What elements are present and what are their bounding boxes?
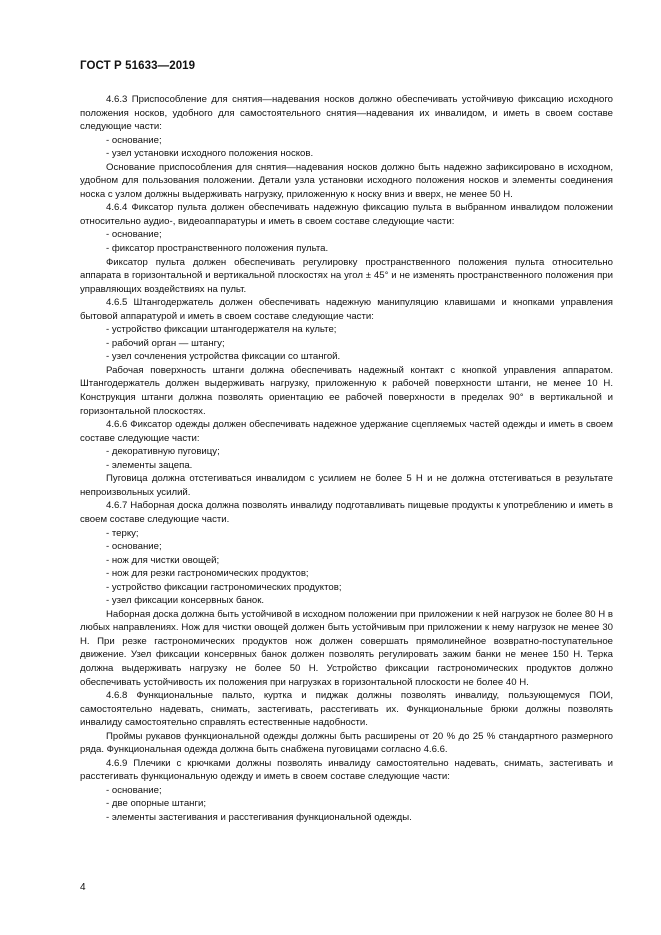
paragraph: 4.6.7 Наборная доска должна позволять инвалиду подготавливать пищевые продукты к употреблению и иметь в своем составе следующие части.	[80, 500, 613, 525]
paragraph: Пуговица должна отстегиваться инвалидом с усилием не более 5 Н и не должна отстегиваться в результате непроизвольных усилий.	[80, 473, 613, 498]
paragraph: 4.6.3 Приспособление для снятия—надевания носков должно обеспечивать устойчивую фиксацию исходного положения носков, удобного для самостоятельного снятия—надевания их инвалидом, и иметь в своем составе следующие части:	[80, 94, 613, 133]
list-item: - нож для резки гастрономических продуктов;	[80, 567, 613, 581]
list-item: - узел сочленения устройства фиксации со штангой.	[80, 350, 613, 364]
list-item: - основание;	[80, 134, 613, 148]
paragraph: Рабочая поверхность штанги должна обеспечивать надежный контакт с кнопкой управления аппаратом. Штангодержатель должен выдерживать нагрузку, приложенную к рабочей поверхности штанги, не менее 10 Н. Конструкция штанги должна позволять ориентацию ее рабочей поверхности в пределах 90° в вертикальной и горизонтальной плоскостях.	[80, 364, 613, 417]
paragraph: 4.6.6 Фиксатор одежды должен обеспечивать надежное удержание сцепляемых частей одежды и иметь в своем составе следующие части:	[80, 419, 613, 444]
paragraph: 4.6.8 Функциональные пальто, куртка и пиджак должны позволять инвалиду, пользующемуся ПОИ, самостоятельно надевать, снимать, застегивать, расстегивать их. Функциональные брюки должны позволять инвалиду самостоятельно справлять естественные надобности.	[80, 690, 613, 729]
list-item: - основание;	[80, 784, 613, 798]
page-number: 4	[80, 882, 86, 893]
list-item: - две опорные штанги;	[80, 797, 613, 811]
list-item: - устройство фиксации гастрономических продуктов;	[80, 581, 613, 595]
paragraph: 4.6.5 Штангодержатель должен обеспечивать надежную манипуляцию клавишами и кнопками управления бытовой аппаратурой и иметь в своем составе следующие части:	[80, 297, 613, 322]
list-item: - узел установки исходного положения носков.	[80, 147, 613, 161]
list-item: - декоративную пуговицу;	[80, 445, 613, 459]
paragraph: 4.6.9 Плечики с крючками должны позволять инвалиду самостоятельно надевать, снимать, застегивать и расстегивать функциональную одежду и иметь в своем составе следующие части:	[80, 757, 613, 783]
list-item: - рабочий орган — штангу;	[80, 337, 613, 351]
paragraph: Проймы рукавов функциональной одежды должны быть расширены от 20 % до 25 % стандартного размерного ряда. Функциональная одежда должна быть снабжена пуговицами согласно 4.6.6.	[80, 730, 613, 756]
list-item: - элементы застегивания и расстегивания функциональной одежды.	[80, 811, 613, 825]
list-item: - устройство фиксации штангодержателя на культе;	[80, 323, 613, 337]
document-body	[80, 93, 613, 825]
list-item: - фиксатор пространственного положения пульта.	[80, 242, 613, 256]
paragraph: Основание приспособления для снятия—надевания носков должно быть надежно зафиксировано в исходном, удобном для пользования положении. Детали узла установки исходного положения носков и элементы соединения носка с узлом должны выдерживать нагрузку, приложенную к носку вниз и вверх, не менее 50 Н.	[80, 161, 613, 200]
paragraph: Фиксатор пульта должен обеспечивать регулировку пространственного положения пульта относительно аппарата в горизонтальной и вертикальной плоскостях на угол ± 45° и не изменять пространственного положения при управляющих воздействиях на пульт.	[80, 256, 613, 295]
list-item: - основание;	[80, 540, 613, 554]
list-item: - нож для чистки овощей;	[80, 554, 613, 568]
paragraph: Наборная доска должна быть устойчивой в исходном положении при приложении к ней нагрузок не более 80 Н в любых направлениях. Нож для чистки овощей должен быть устойчивым при приложении к нему нагрузок не менее 30 Н. При резке гастрономических продуктов нож должен совершать прямолинейное возвратно-поступательное движение. Узел фиксации консервных банок должен позволять регулировать зажим банки не менее 150 Н. Терка должна выдерживать нагрузку не более 50 Н. Устройство фиксации гастрономических продуктов должно обеспечивать устойчивость их положения при нагрузках в горизонтальной плоскости не более 40 Н.	[80, 608, 613, 688]
list-item: - узел фиксации консервных банок.	[80, 594, 613, 608]
list-item: - терку;	[80, 527, 613, 541]
document-header: ГОСТ Р 51633—2019	[80, 60, 196, 72]
list-item: - основание;	[80, 228, 613, 242]
paragraph: 4.6.4 Фиксатор пульта должен обеспечивать надежную фиксацию пульта в выбранном инвалидом положении относительно аудио-, видеоаппаратуры и иметь в своем составе следующие части:	[80, 202, 613, 227]
list-item: - элементы зацепа.	[80, 459, 613, 473]
